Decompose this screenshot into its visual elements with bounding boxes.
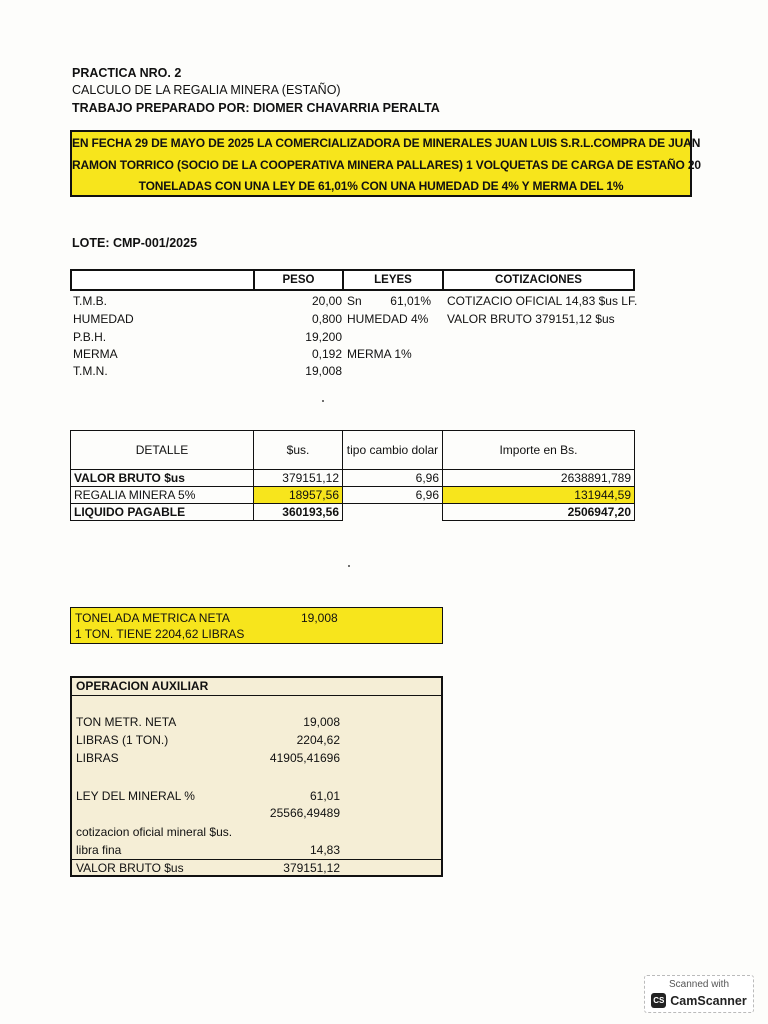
row-ley-value: 61,01% — [390, 294, 431, 308]
row-ley: Sn — [347, 294, 362, 308]
aux-ton-label: TON METR. NETA — [76, 715, 177, 729]
weights-table-header — [70, 269, 635, 291]
camscanner-logo-icon: CS — [651, 993, 666, 1008]
header-leyes: LEYES — [344, 271, 444, 289]
lot-number: LOTE: CMP-001/2025 — [72, 236, 198, 250]
pounds-per-ton-note: 1 TON. TIENE 2204,62 LIBRAS — [75, 627, 245, 641]
header-detalle: DETALLE — [71, 431, 254, 470]
row-peso: 0,800 — [311, 312, 342, 326]
row-peso: 19,200 — [305, 330, 342, 344]
row-peso: 20,00 — [311, 294, 342, 308]
aux-vb-value: 379151,12 — [283, 861, 340, 875]
row-cotizacion: COTIZACIO OFICIAL 14,83 $us LF. — [447, 294, 638, 308]
tc-cell: 6,96 — [343, 470, 443, 487]
aux-cot-value: 14,83 — [309, 843, 340, 857]
sus-cell: 18957,56 — [254, 487, 343, 504]
row-peso: 0,192 — [311, 347, 342, 361]
row-label: T.M.N. — [73, 364, 108, 378]
aux-libras-value: 41905,41696 — [269, 751, 340, 765]
scan-speck — [348, 565, 350, 567]
camscanner-watermark — [644, 975, 754, 1013]
sus-cell: 379151,12 — [254, 470, 343, 487]
calculation-subtitle: CALCULO DE LA REGALIA MINERA (ESTAÑO) — [72, 83, 341, 97]
banner-line-2: RAMON TORRICO (SOCIO DE LA COOPERATIVA MINERA PALLARES) 1 VOLQUETAS DE CARGA DE ESTAÑO 20 — [72, 157, 701, 172]
bs-cell: 2506947,20 — [443, 504, 635, 521]
aux-lib1-value: 2204,62 — [296, 733, 340, 747]
aux-ley-value: 61,01 — [309, 789, 340, 803]
tc-cell: 6,96 — [343, 487, 443, 504]
detalle-cell: REGALIA MINERA 5% — [71, 487, 254, 504]
detalle-cell: LIQUIDO PAGABLE — [71, 504, 254, 521]
row-label: MERMA — [73, 347, 118, 361]
aux-fina-value: 25566,49489 — [269, 806, 340, 820]
banner-line-1: EN FECHA 29 DE MAYO DE 2025 LA COMERCIALIZADORA DE MINERALES JUAN LUIS S.R.L.COMPRA DE JUAN — [72, 136, 701, 150]
header-sus: $us. — [254, 431, 343, 470]
header-peso: PESO — [255, 271, 344, 289]
aux-cot-label: cotizacion oficial mineral $us. — [76, 825, 233, 839]
row-ley: MERMA 1% — [347, 347, 412, 361]
royalty-table-header — [71, 431, 635, 470]
table-row — [71, 470, 635, 487]
header-tipo-cambio: tipo cambio dolar — [343, 431, 443, 470]
aux-ley-label: LEY DEL MINERAL % — [76, 789, 195, 803]
banner-line-3: TONELADAS CON UNA LEY DE 61,01% CON UNA HUMEDAD DE 4% Y MERMA DEL 1% — [138, 179, 624, 193]
practice-title: PRACTICA NRO. 2 — [72, 66, 182, 80]
row-ley: HUMEDAD 4% — [347, 312, 429, 326]
aux-libras-label: LIBRAS — [76, 751, 119, 765]
table-row — [71, 504, 635, 521]
header-blank — [72, 271, 255, 289]
row-label: T.M.B. — [73, 294, 108, 308]
tc-cell — [343, 504, 443, 521]
sus-cell: 360193,56 — [254, 504, 343, 521]
header-importe-bs: Importe en Bs. — [443, 431, 635, 470]
bs-cell: 131944,59 — [443, 487, 635, 504]
row-cotizacion: VALOR BRUTO 379151,12 $us — [447, 312, 615, 326]
camscanner-name: CamScanner — [670, 993, 747, 1008]
aux-libra-fina-label: libra fina — [76, 843, 122, 857]
scan-speck — [322, 400, 324, 402]
camscanner-brand — [645, 993, 753, 1008]
aux-vb-label: VALOR BRUTO $us — [76, 861, 184, 875]
auxiliary-operation-box — [70, 676, 443, 877]
royalty-table — [70, 430, 635, 521]
author-line: TRABAJO PREPARADO POR: DIOMER CHAVARRIA PERALTA — [72, 101, 440, 115]
bs-cell: 2638891,789 — [443, 470, 635, 487]
scanned-with-text: Scanned with — [668, 979, 730, 990]
aux-divider — [72, 859, 441, 860]
auxiliary-title: OPERACION AUXILIAR — [72, 678, 441, 696]
aux-lib1-label: LIBRAS (1 TON.) — [76, 733, 169, 747]
row-label: P.B.H. — [73, 330, 107, 344]
net-ton-label: TONELADA METRICA NETA — [75, 611, 230, 625]
header-cotizaciones: COTIZACIONES — [495, 274, 582, 286]
net-ton-value: 19,008 — [301, 611, 338, 625]
aux-ton-value: 19,008 — [303, 715, 340, 729]
detalle-cell: VALOR BRUTO $us — [71, 470, 254, 487]
net-ton-box — [70, 607, 443, 644]
row-label: HUMEDAD — [73, 312, 134, 326]
statement-banner — [70, 130, 701, 197]
row-peso: 19,008 — [305, 364, 342, 378]
table-row — [71, 487, 635, 504]
